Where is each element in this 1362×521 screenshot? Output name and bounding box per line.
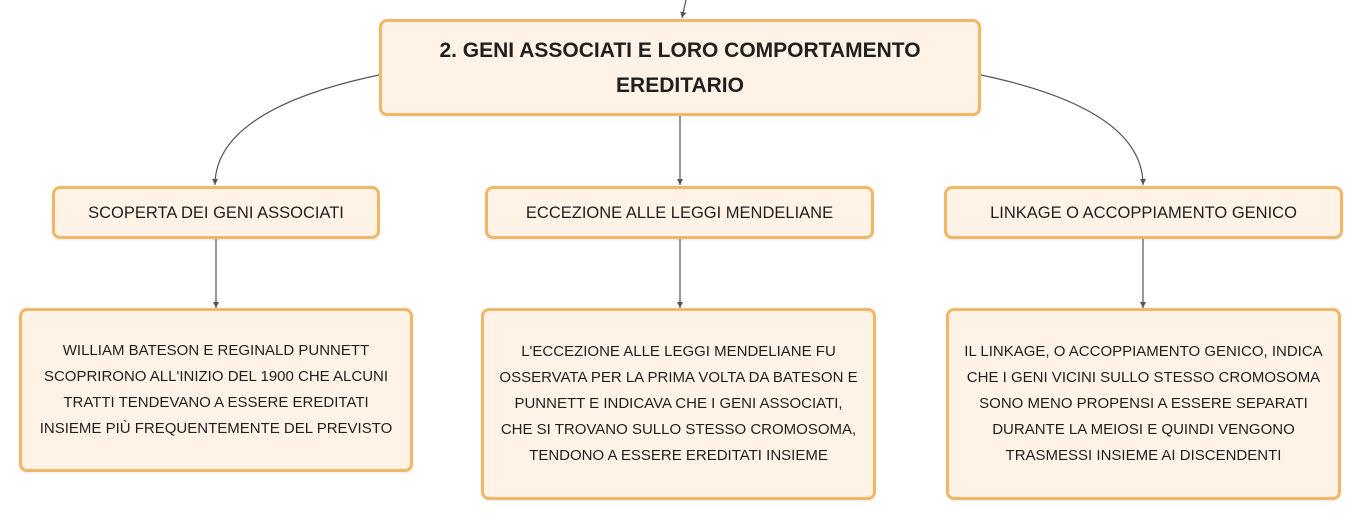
topic-label: SCOPERTA DEI GENI ASSOCIATI — [88, 203, 344, 222]
topic-node-linkage[interactable] — [944, 186, 1343, 239]
detail-node-scoperta[interactable] — [19, 308, 413, 472]
topic-node-scoperta[interactable] — [52, 186, 380, 239]
topic-node-eccezione[interactable] — [485, 186, 874, 239]
root-node[interactable] — [379, 19, 981, 116]
detail-text: IL LINKAGE, O ACCOPPIAMENTO GENICO, INDICA CHE I GENI VICINI SULLO STESSO CROMOSOMA SONO MENO PROPENSI A ESSERE SEPARATI DURANTE LA MEIOSI E QUINDI VENGONO TRASMESSI INSIEME AI DISCENDENTI — [964, 343, 1323, 464]
topic-label: ECCEZIONE ALLE LEGGI MENDELIANE — [525, 203, 834, 222]
detail-node-linkage[interactable] — [946, 308, 1341, 500]
detail-text: WILLIAM BATESON E REGINALD PUNNETT SCOPRIRONO ALL'INIZIO DEL 1900 CHE ALCUNI TRATTI TENDEVANO A ESSERE EREDITATI INSIEME PIÙ FREQUENTEMENTE DEL PREVISTO — [39, 342, 393, 437]
topic-label: LINKAGE O ACCOPPIAMENTO GENICO — [990, 203, 1297, 222]
detail-node-eccezione[interactable] — [481, 308, 876, 500]
detail-text: L'ECCEZIONE ALLE LEGGI MENDELIANE FU OSSERVATA PER LA PRIMA VOLTA DA BATESON E PUNNETT E INDICAVA CHE I GENI ASSOCIATI, CHE SI TROVANO SULLO STESSO CROMOSOMA, TENDONO A ESSERE EREDITATI INSIEME — [499, 343, 858, 464]
connector-root-to-branch-3 — [981, 75, 1143, 185]
connector-root-to-branch-1 — [215, 75, 379, 185]
root-title: 2. GENI ASSOCIATI E LORO COMPORTAMENTO EREDITARIO — [439, 38, 921, 97]
incoming-connector — [682, 0, 686, 18]
